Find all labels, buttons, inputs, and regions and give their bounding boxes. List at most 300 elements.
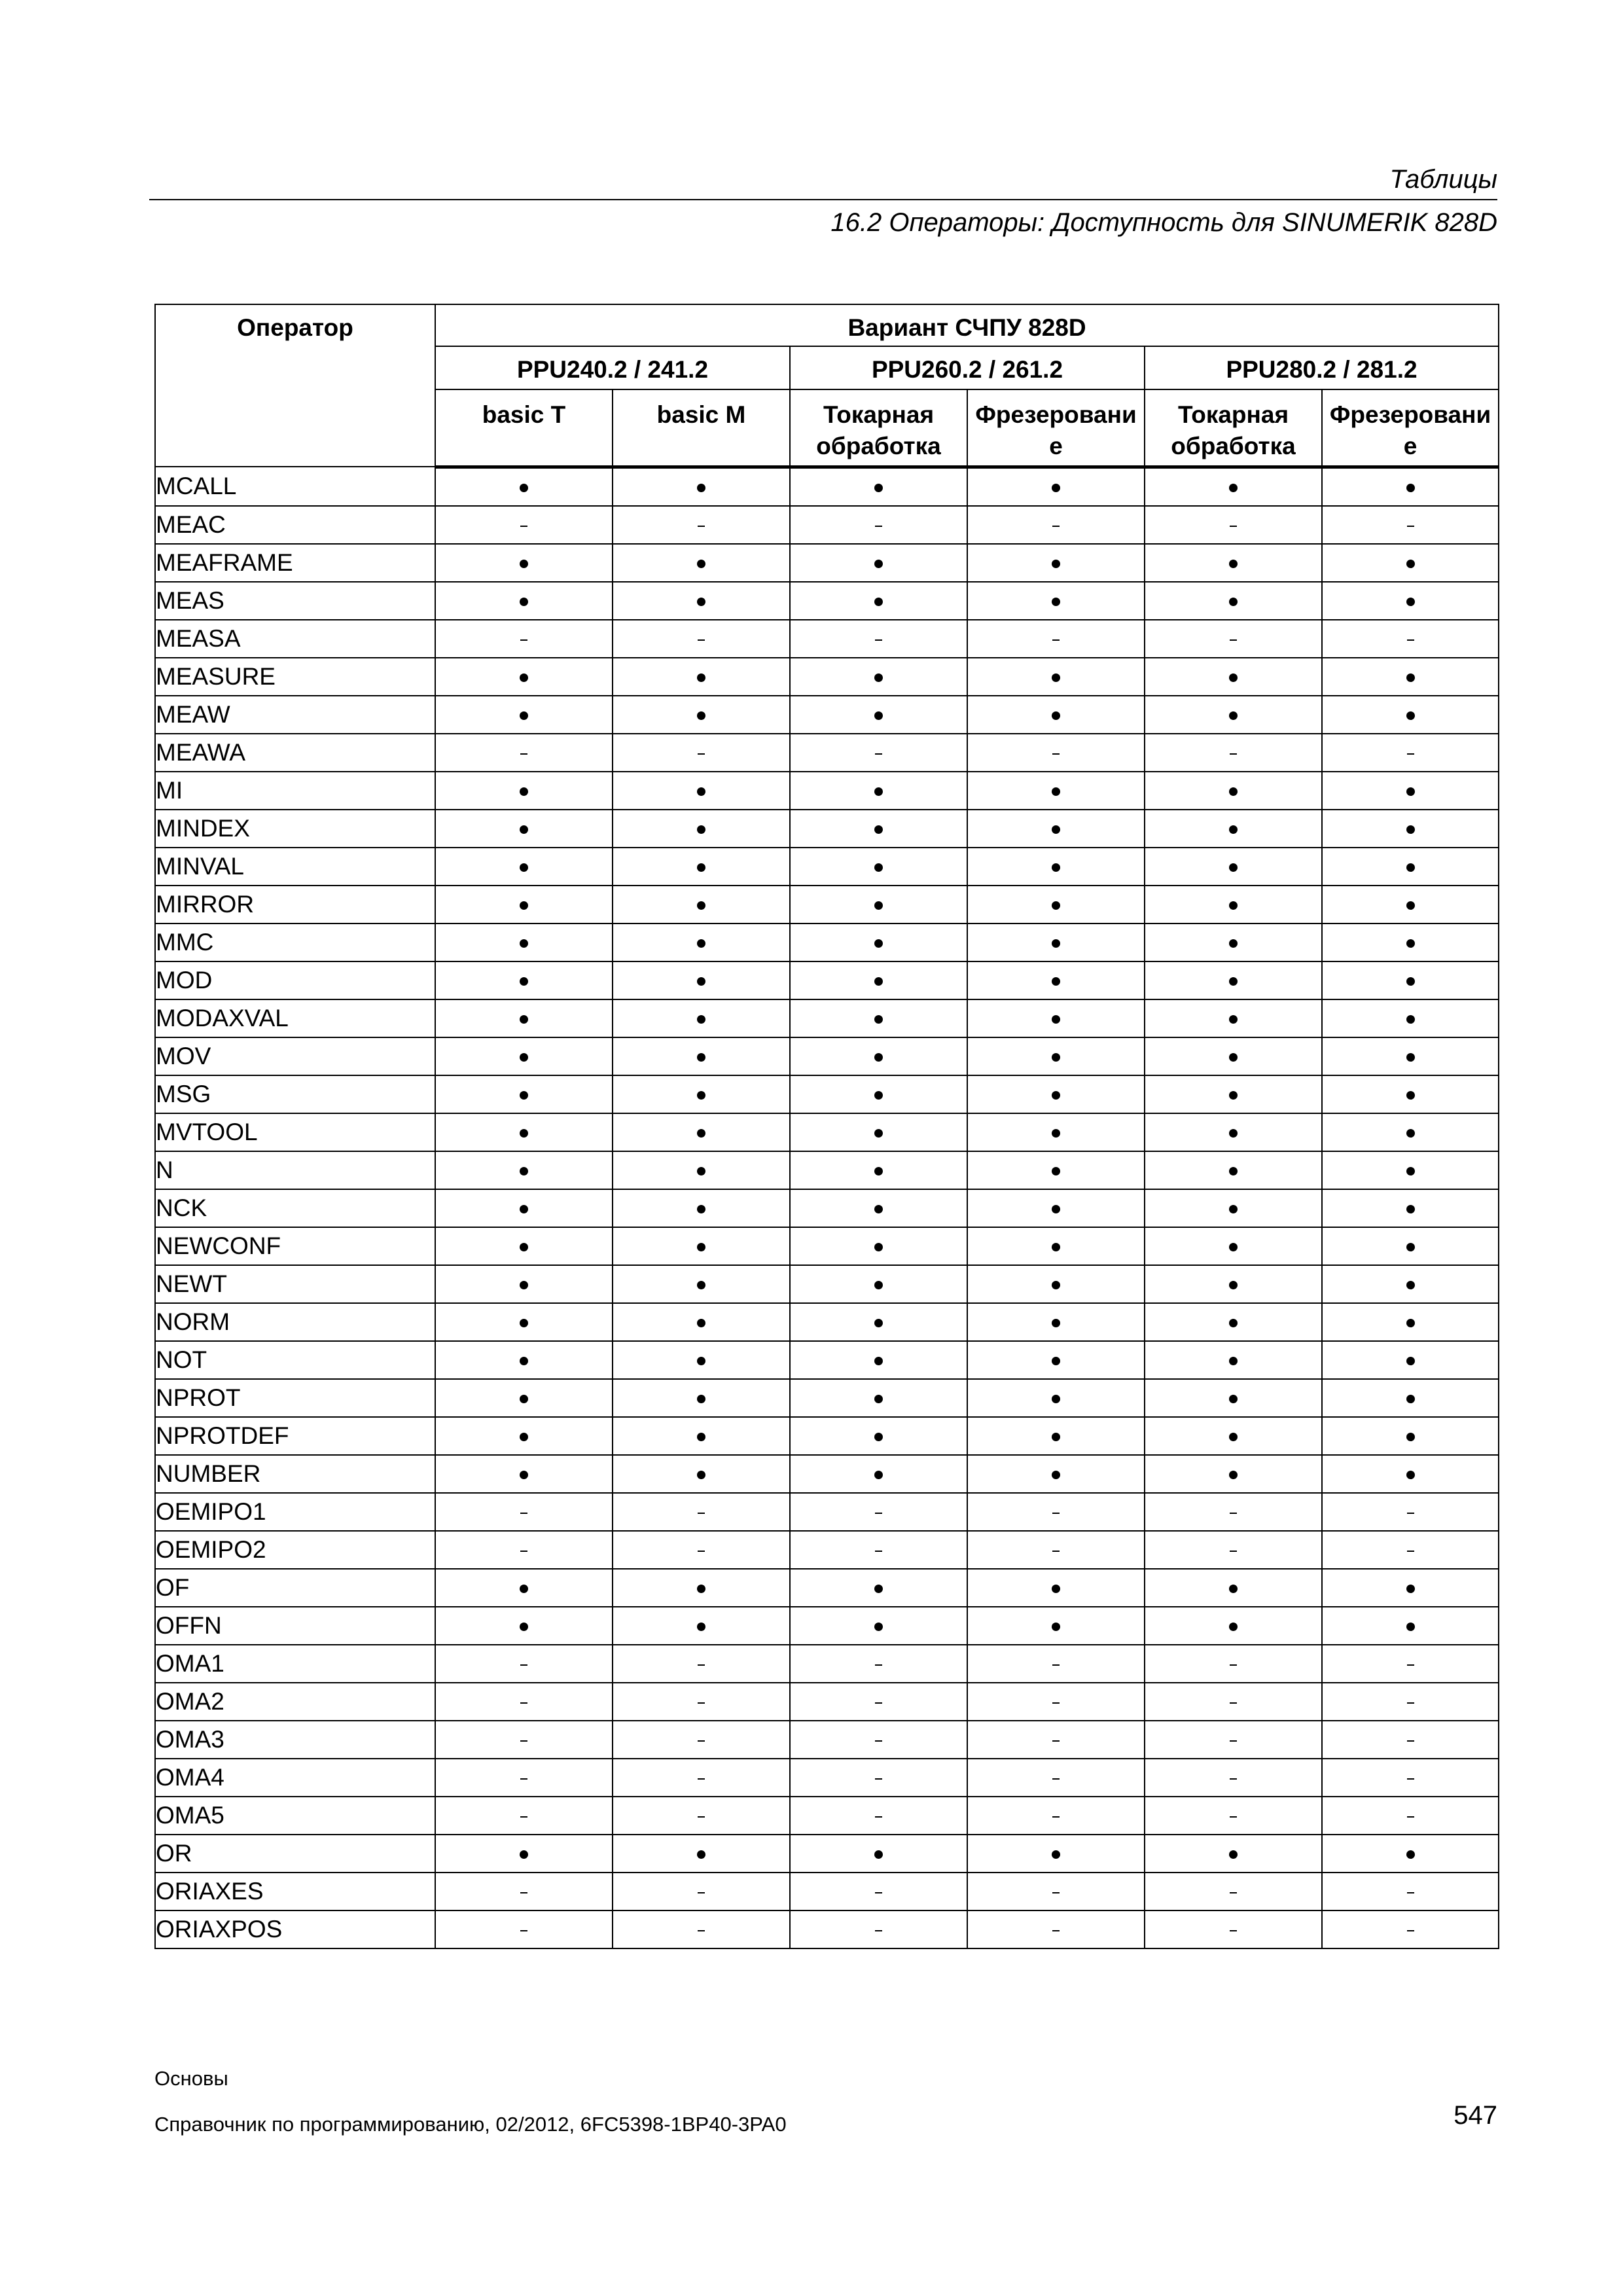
table-body [155, 467, 1499, 1948]
availability-cell [790, 582, 967, 620]
availability-cell [967, 1531, 1145, 1569]
available-dot-icon [1052, 673, 1060, 682]
available-dot-icon [1052, 977, 1060, 986]
availability-cell [790, 961, 967, 999]
not-available-dash-icon [520, 526, 527, 527]
column-header-line: Фрезеровани [975, 401, 1137, 428]
availability-cell [613, 1531, 790, 1569]
availability-cell [790, 1531, 967, 1569]
availability-cell [967, 1721, 1145, 1759]
table-row [155, 810, 1499, 848]
available-dot-icon [520, 1433, 528, 1441]
availability-cell [1145, 696, 1322, 734]
availability-cell [790, 848, 967, 886]
table-row [155, 1835, 1499, 1873]
available-dot-icon [1229, 711, 1238, 720]
available-dot-icon [874, 1395, 883, 1403]
not-available-dash-icon [875, 1702, 882, 1704]
availability-cell [1322, 810, 1499, 848]
availability-cell [790, 999, 967, 1037]
availability-cell [790, 1227, 967, 1265]
availability-cell [1322, 1265, 1499, 1303]
not-available-dash-icon [698, 1513, 705, 1514]
availability-cell [613, 696, 790, 734]
available-dot-icon [697, 901, 705, 910]
availability-cell [613, 924, 790, 961]
available-dot-icon [1406, 1281, 1415, 1289]
table-row [155, 772, 1499, 810]
availability-cell [1322, 1455, 1499, 1493]
availability-cell [1322, 772, 1499, 810]
not-available-dash-icon [698, 1664, 705, 1666]
not-available-dash-icon [875, 1551, 882, 1552]
availability-cell [1322, 544, 1499, 582]
not-available-dash-icon [875, 526, 882, 527]
not-available-dash-icon [698, 639, 705, 641]
availability-cell [1145, 1265, 1322, 1303]
availability-cell [1322, 1873, 1499, 1910]
availability-cell [790, 1037, 967, 1075]
available-dot-icon [697, 939, 705, 948]
availability-cell [790, 544, 967, 582]
column-header-line: обработка [816, 433, 941, 459]
not-available-dash-icon [875, 1513, 882, 1514]
availability-cell [1145, 961, 1322, 999]
availability-cell [1322, 1341, 1499, 1379]
available-dot-icon [1229, 1129, 1238, 1138]
available-dot-icon [1052, 1243, 1060, 1251]
available-dot-icon [1052, 711, 1060, 720]
availability-cell [1322, 1113, 1499, 1151]
availability-cell [1145, 1151, 1322, 1189]
availability-cell [1145, 1531, 1322, 1569]
table-row [155, 620, 1499, 658]
availability-cell [435, 620, 613, 658]
available-dot-icon [697, 560, 705, 568]
not-available-dash-icon [698, 1740, 705, 1742]
operator-name: NUMBER [155, 1455, 435, 1493]
availability-cell [790, 1075, 967, 1113]
operator-name: NCK [155, 1189, 435, 1227]
table-row [155, 1569, 1499, 1607]
not-available-dash-icon [1230, 1513, 1237, 1514]
available-dot-icon [1052, 1585, 1060, 1593]
availability-cell [967, 1341, 1145, 1379]
availability-cell [435, 772, 613, 810]
availability-cell [967, 1455, 1145, 1493]
not-available-dash-icon [1407, 1551, 1414, 1552]
not-available-dash-icon [1407, 1892, 1414, 1893]
available-dot-icon [697, 484, 705, 492]
operator-name: MINVAL [155, 848, 435, 886]
availability-cell [435, 544, 613, 582]
availability-cell [790, 620, 967, 658]
not-available-dash-icon [698, 753, 705, 755]
available-dot-icon [697, 1281, 705, 1289]
availability-cell [1145, 848, 1322, 886]
not-available-dash-icon [520, 1664, 527, 1666]
available-dot-icon [697, 1471, 705, 1479]
available-dot-icon [520, 1319, 528, 1327]
available-dot-icon [1229, 484, 1238, 492]
operator-name: MVTOOL [155, 1113, 435, 1151]
availability-cell [613, 467, 790, 506]
availability-cell [790, 1417, 967, 1455]
available-dot-icon [1052, 901, 1060, 910]
availability-cell [790, 658, 967, 696]
group-header-ppu280: PPU280.2 / 281.2 [1145, 346, 1499, 389]
available-dot-icon [697, 1357, 705, 1365]
not-available-dash-icon [698, 1702, 705, 1704]
available-dot-icon [697, 1015, 705, 1024]
not-available-dash-icon [520, 1551, 527, 1552]
availability-cell [967, 1379, 1145, 1417]
available-dot-icon [1406, 825, 1415, 834]
column-header-line: Токарная [1177, 401, 1289, 428]
available-dot-icon [1229, 1015, 1238, 1024]
not-available-dash-icon [1052, 1740, 1060, 1742]
available-dot-icon [874, 1357, 883, 1365]
availability-cell [967, 999, 1145, 1037]
availability-cell [1145, 1455, 1322, 1493]
group-header-ppu240: PPU240.2 / 241.2 [435, 346, 790, 389]
available-dot-icon [1229, 1623, 1238, 1631]
chapter-title: Таблицы [1389, 165, 1497, 194]
not-available-dash-icon [1052, 1551, 1060, 1552]
group-header-ppu260: PPU260.2 / 261.2 [790, 346, 1145, 389]
available-dot-icon [1229, 901, 1238, 910]
operator-name: MEAFRAME [155, 544, 435, 582]
availability-cell [967, 734, 1145, 772]
availability-cell [435, 1227, 613, 1265]
operator-name: NORM [155, 1303, 435, 1341]
footer-document-info: Справочник по программированию, 02/2012, 6FC5398-1BP40-3PA0 [154, 2113, 787, 2136]
availability-cell [1145, 1569, 1322, 1607]
available-dot-icon [874, 1091, 883, 1100]
available-dot-icon [1229, 939, 1238, 948]
availability-cell [435, 1873, 613, 1910]
available-dot-icon [697, 1850, 705, 1859]
available-dot-icon [874, 1585, 883, 1593]
availability-cell [967, 506, 1145, 544]
table-row [155, 696, 1499, 734]
available-dot-icon [697, 1433, 705, 1441]
availability-cell [1145, 467, 1322, 506]
not-available-dash-icon [520, 1513, 527, 1514]
availability-cell [1322, 1227, 1499, 1265]
available-dot-icon [1052, 1623, 1060, 1631]
not-available-dash-icon [698, 1930, 705, 1931]
availability-cell [790, 1303, 967, 1341]
available-dot-icon [874, 673, 883, 682]
not-available-dash-icon [1230, 1551, 1237, 1552]
table-row [155, 1531, 1499, 1569]
not-available-dash-icon [1230, 1664, 1237, 1666]
not-available-dash-icon [1052, 1664, 1060, 1666]
not-available-dash-icon [1230, 526, 1237, 527]
not-available-dash-icon [1407, 1930, 1414, 1931]
available-dot-icon [874, 1623, 883, 1631]
availability-cell [435, 734, 613, 772]
availability-cell [613, 1910, 790, 1948]
availability-cell [1145, 1607, 1322, 1645]
available-dot-icon [1406, 1129, 1415, 1138]
availability-cell [435, 1759, 613, 1797]
available-dot-icon [697, 1243, 705, 1251]
not-available-dash-icon [875, 1892, 882, 1893]
availability-cell [1145, 620, 1322, 658]
not-available-dash-icon [698, 1892, 705, 1893]
availability-cell [1145, 1910, 1322, 1948]
available-dot-icon [1052, 560, 1060, 568]
availability-cell [967, 1417, 1145, 1455]
table-row [155, 1797, 1499, 1835]
availability-cell [613, 582, 790, 620]
not-available-dash-icon [520, 1816, 527, 1818]
operator-column-header: Оператор [155, 304, 435, 467]
available-dot-icon [874, 787, 883, 796]
table-row [155, 1759, 1499, 1797]
available-dot-icon [697, 1091, 705, 1100]
available-dot-icon [1052, 1319, 1060, 1327]
availability-cell [1145, 1759, 1322, 1797]
availability-cell [613, 658, 790, 696]
available-dot-icon [520, 1167, 528, 1175]
availability-cell [1322, 582, 1499, 620]
available-dot-icon [697, 1623, 705, 1631]
not-available-dash-icon [698, 1778, 705, 1780]
availability-cell [613, 1417, 790, 1455]
table-row [155, 1151, 1499, 1189]
availability-cell [613, 1227, 790, 1265]
available-dot-icon [697, 711, 705, 720]
operator-name: MIRROR [155, 886, 435, 924]
available-dot-icon [1052, 1471, 1060, 1479]
not-available-dash-icon [1052, 526, 1060, 527]
available-dot-icon [520, 560, 528, 568]
available-dot-icon [874, 1433, 883, 1441]
available-dot-icon [874, 1053, 883, 1062]
availability-cell [790, 810, 967, 848]
table-row [155, 1873, 1499, 1910]
availability-cell [1322, 734, 1499, 772]
available-dot-icon [520, 598, 528, 606]
operator-name: OMA2 [155, 1683, 435, 1721]
availability-cell [967, 1835, 1145, 1873]
availability-table [154, 304, 1499, 1949]
not-available-dash-icon [1407, 1816, 1414, 1818]
availability-cell [435, 1075, 613, 1113]
available-dot-icon [1052, 484, 1060, 492]
available-dot-icon [520, 1357, 528, 1365]
availability-cell [1322, 696, 1499, 734]
available-dot-icon [697, 598, 705, 606]
availability-cell [435, 658, 613, 696]
available-dot-icon [874, 484, 883, 492]
available-dot-icon [1229, 1471, 1238, 1479]
available-dot-icon [1229, 1243, 1238, 1251]
table-row [155, 1607, 1499, 1645]
available-dot-icon [520, 1129, 528, 1138]
table-row [155, 1113, 1499, 1151]
available-dot-icon [1052, 1433, 1060, 1441]
availability-cell [613, 1873, 790, 1910]
available-dot-icon [1052, 1091, 1060, 1100]
availability-cell [1322, 1493, 1499, 1531]
available-dot-icon [1229, 1053, 1238, 1062]
availability-cell [613, 1455, 790, 1493]
available-dot-icon [520, 711, 528, 720]
availability-cell [613, 620, 790, 658]
availability-cell [790, 1607, 967, 1645]
availability-cell [790, 1455, 967, 1493]
availability-cell [435, 1721, 613, 1759]
available-dot-icon [520, 1585, 528, 1593]
table-row [155, 467, 1499, 506]
available-dot-icon [697, 787, 705, 796]
availability-cell [1145, 1113, 1322, 1151]
table-row [155, 658, 1499, 696]
operator-name: MEAW [155, 696, 435, 734]
availability-cell [967, 848, 1145, 886]
availability-cell [790, 696, 967, 734]
available-dot-icon [874, 1015, 883, 1024]
availability-cell [613, 1075, 790, 1113]
availability-cell [1322, 1303, 1499, 1341]
table-row [155, 582, 1499, 620]
available-dot-icon [697, 863, 705, 872]
operator-name: NEWT [155, 1265, 435, 1303]
availability-cell [790, 1189, 967, 1227]
available-dot-icon [1052, 1205, 1060, 1213]
availability-cell [790, 1341, 967, 1379]
not-available-dash-icon [1230, 1892, 1237, 1893]
availability-cell [435, 1607, 613, 1645]
availability-cell [790, 772, 967, 810]
operator-name: MEASA [155, 620, 435, 658]
not-available-dash-icon [698, 1551, 705, 1552]
availability-cell [1145, 772, 1322, 810]
availability-cell [1145, 1645, 1322, 1683]
available-dot-icon [1406, 939, 1415, 948]
column-header-basic-m [613, 389, 790, 467]
not-available-dash-icon [520, 1702, 527, 1704]
available-dot-icon [1052, 1053, 1060, 1062]
table-row [155, 886, 1499, 924]
availability-cell [1322, 924, 1499, 961]
available-dot-icon [874, 1205, 883, 1213]
column-header-line: е [1049, 433, 1063, 459]
available-dot-icon [874, 825, 883, 834]
table-row [155, 1683, 1499, 1721]
operator-name: MOV [155, 1037, 435, 1075]
available-dot-icon [520, 484, 528, 492]
availability-cell [435, 1910, 613, 1948]
not-available-dash-icon [1407, 753, 1414, 755]
not-available-dash-icon [1230, 1702, 1237, 1704]
availability-cell [967, 467, 1145, 506]
availability-cell [435, 1189, 613, 1227]
availability-cell [1145, 886, 1322, 924]
availability-cell [967, 1759, 1145, 1797]
section-title: 16.2 Операторы: Доступность для SINUMERIK 828D [830, 208, 1497, 237]
not-available-dash-icon [1052, 1816, 1060, 1818]
availability-cell [967, 1151, 1145, 1189]
column-header-line: обработка [1171, 433, 1296, 459]
available-dot-icon [1406, 977, 1415, 986]
column-header-basic-t [435, 389, 613, 467]
table-row [155, 506, 1499, 544]
availability-cell [435, 467, 613, 506]
available-dot-icon [520, 1243, 528, 1251]
available-dot-icon [697, 1167, 705, 1175]
table-row [155, 961, 1499, 999]
table-row [155, 734, 1499, 772]
availability-cell [1145, 1493, 1322, 1531]
available-dot-icon [697, 1319, 705, 1327]
not-available-dash-icon [1052, 1892, 1060, 1893]
availability-cell [1145, 924, 1322, 961]
column-header-turning-260 [790, 389, 967, 467]
available-dot-icon [1229, 1319, 1238, 1327]
availability-cell [1322, 1759, 1499, 1797]
availability-cell [435, 1265, 613, 1303]
availability-cell [790, 1645, 967, 1683]
availability-cell [1145, 1303, 1322, 1341]
page-number: 547 [1454, 2101, 1497, 2130]
table-row [155, 1075, 1499, 1113]
operator-name: MEAS [155, 582, 435, 620]
operator-name: NPROTDEF [155, 1417, 435, 1455]
available-dot-icon [520, 1091, 528, 1100]
operator-name: NEWCONF [155, 1227, 435, 1265]
availability-cell [435, 999, 613, 1037]
available-dot-icon [697, 1053, 705, 1062]
availability-cell [613, 1379, 790, 1417]
availability-cell [1145, 1227, 1322, 1265]
not-available-dash-icon [1407, 1702, 1414, 1704]
operator-name: N [155, 1151, 435, 1189]
availability-cell [967, 620, 1145, 658]
availability-cell [435, 1797, 613, 1835]
availability-cell [1322, 1151, 1499, 1189]
availability-cell [1145, 734, 1322, 772]
available-dot-icon [1229, 1205, 1238, 1213]
availability-cell [1322, 1721, 1499, 1759]
table-row [155, 1379, 1499, 1417]
availability-cell [790, 1721, 967, 1759]
available-dot-icon [874, 863, 883, 872]
availability-cell [790, 886, 967, 924]
operator-name: MCALL [155, 467, 435, 506]
availability-cell [967, 1113, 1145, 1151]
availability-cell [967, 1797, 1145, 1835]
availability-cell [1145, 1873, 1322, 1910]
operator-name: OR [155, 1835, 435, 1873]
availability-cell [1145, 1189, 1322, 1227]
available-dot-icon [1406, 901, 1415, 910]
availability-cell [1145, 506, 1322, 544]
column-header-milling-280 [1322, 389, 1499, 467]
availability-cell [1145, 1379, 1322, 1417]
available-dot-icon [874, 1850, 883, 1859]
column-header-line: е [1403, 433, 1418, 459]
availability-cell [1322, 886, 1499, 924]
availability-cell [613, 544, 790, 582]
availability-cell [1322, 467, 1499, 506]
availability-cell [613, 772, 790, 810]
availability-cell [967, 1227, 1145, 1265]
